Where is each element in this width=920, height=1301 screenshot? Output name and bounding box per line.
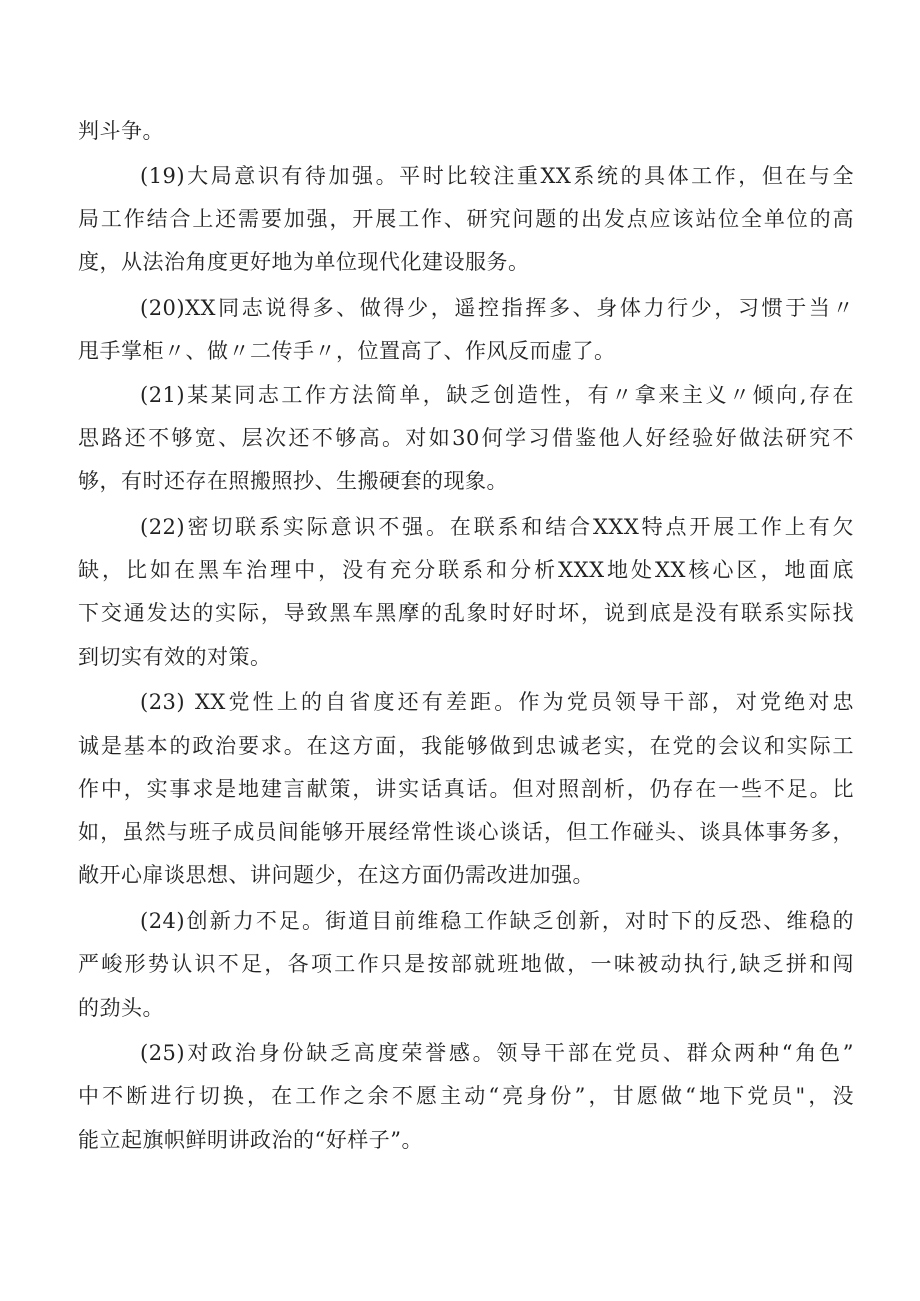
paragraph-19-line: (19)大局意识有待加强。平时比较注重XX系统的具体工作，但在与全 bbox=[140, 164, 854, 188]
text-line: 够，有时还存在照搬照抄、生搬硬套的现象。 bbox=[78, 469, 508, 493]
text-line: 局工作结合上还需要加强，开展工作、研究问题的出发点应该站位全单位的高 bbox=[78, 207, 854, 231]
paragraph-21-line: (21)某某同志工作方法简单，缺乏创造性，有〃拿来主义〃倾向,存在 bbox=[140, 383, 854, 407]
text-line: 判斗争。 bbox=[78, 119, 164, 143]
text-line: 严峻形势认识不足，各项工作只是按部就班地做，一味被动执行,缺乏拼和闯 bbox=[78, 952, 854, 976]
text-line: 缺，比如在黑车治理中，没有充分联系和分析XXX地处XX核心区，地面底 bbox=[78, 558, 854, 582]
text-line: 敞开心扉谈思想、讲问题少，在这方面仍需改进加强。 bbox=[78, 863, 594, 887]
text-line: 诚是基本的政治要求。在这方面，我能够做到忠诚老实，在党的会议和实际工 bbox=[78, 734, 854, 758]
text-line: 如，虽然与班子成员间能够开展经常性谈心谈话，但工作碰头、谈具体事务多， bbox=[78, 820, 854, 844]
text-line: 的劲头。 bbox=[78, 996, 164, 1020]
paragraph-20-line: (20)XX同志说得多、做得少，遥控指挥多、身体力行少，习惯于当〃 bbox=[140, 296, 854, 320]
text-line: 中不断进行切换，在工作之余不愿主动“亮身份”，甘愿做“地下党员"，没 bbox=[78, 1084, 854, 1108]
text-line: 能立起旗帜鲜明讲政治的“好样子”。 bbox=[78, 1128, 423, 1152]
text-line: 甩手掌柜〃、做〃二传手〃，位置高了、作风反而虚了。 bbox=[78, 339, 616, 363]
text-line: 思路还不够宽、层次还不够高。对如30何学习借鉴他人好经验好做法研究不 bbox=[78, 426, 854, 450]
paragraph-22-line: (22)密切联系实际意识不强。在联系和结合XXX特点开展工作上有欠 bbox=[140, 515, 854, 539]
paragraph-25-line: (25)对政治身份缺乏高度荣誉感。领导干部在党员、群众两种“角色” bbox=[140, 1041, 854, 1065]
paragraph-24-line: (24)创新力不足。街道目前维稳工作缺乏创新，对时下的反恐、维稳的 bbox=[140, 909, 854, 933]
paragraph-23-line: (23) XX党性上的自省度还有差距。作为党员领导干部，对党绝对忠 bbox=[140, 690, 854, 714]
text-line: 度，从法治角度更好地为单位现代化建设服务。 bbox=[78, 250, 530, 274]
text-line: 作中，实事求是地建言献策，讲实话真话。但对照剖析，仍存在一些不足。比 bbox=[78, 777, 854, 801]
text-line: 到切实有效的对策。 bbox=[78, 645, 272, 669]
text-line: 下交通发达的实际，导致黑车黑摩的乱象时好时坏，说到底是没有联系实际找 bbox=[78, 601, 854, 625]
